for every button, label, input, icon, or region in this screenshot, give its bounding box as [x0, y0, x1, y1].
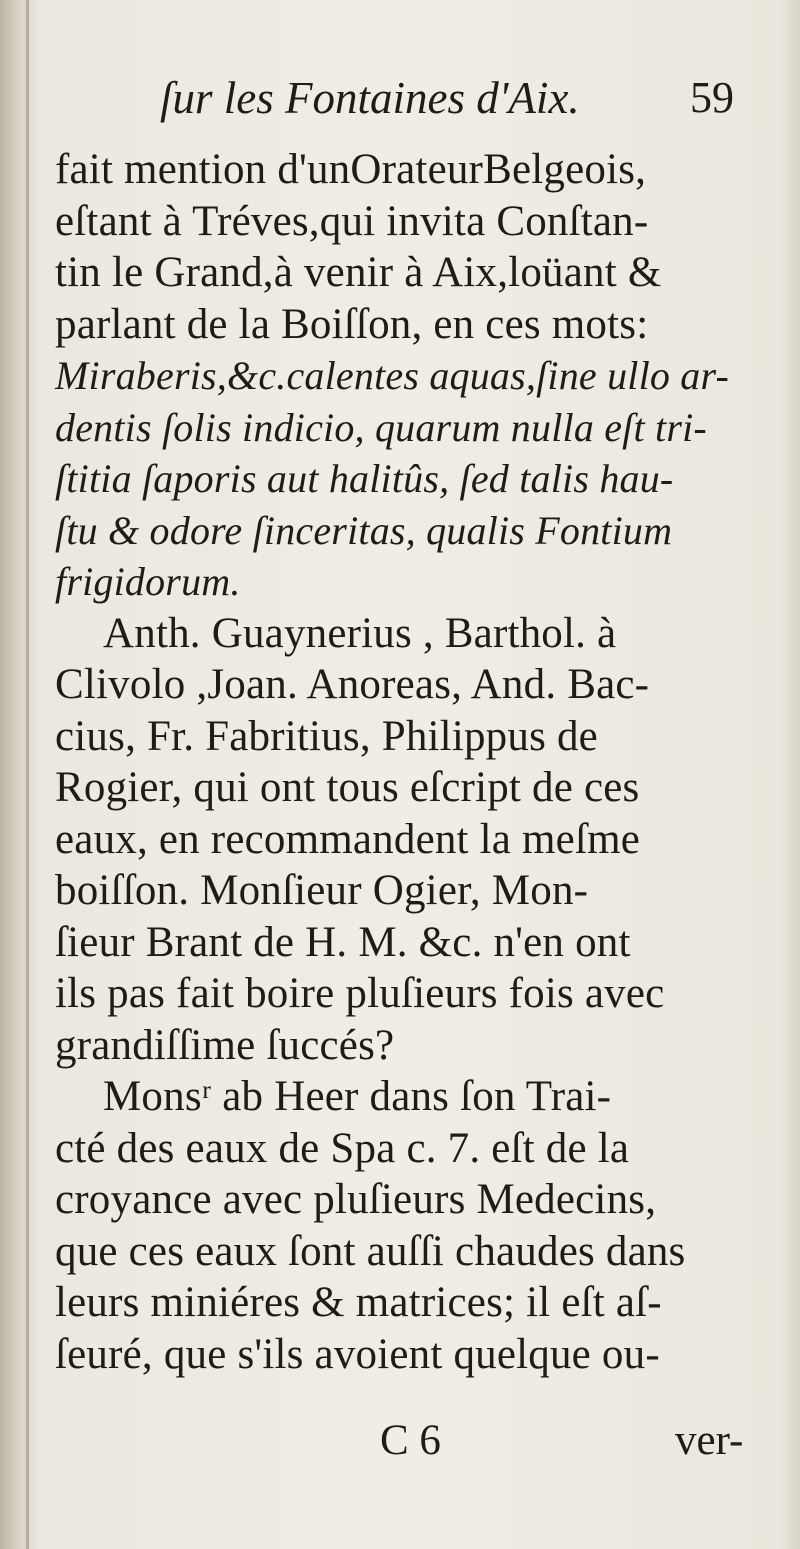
latin-quote-line: frigidorum.: [55, 559, 241, 604]
binding-gutter: [26, 0, 29, 1549]
signature-mark: C 6: [380, 1417, 441, 1464]
text-line: ils pas fait boire pluſieurs fois avec: [55, 970, 665, 1017]
text-line: eaux, en recommandent la meſme: [55, 815, 641, 863]
text-line: croyance avec pluſieurs Medecins,: [55, 1176, 657, 1223]
text-line: que ces eaux ſont auſſi chaudes dans: [55, 1227, 686, 1275]
text-line: boiſſon. Monſieur Ogier, Mon-: [55, 867, 589, 914]
text-line: Clivolo ,Joan. Anoreas, And. Bac-: [55, 661, 650, 708]
page-number: 59: [690, 73, 734, 122]
text-line: tin le Grand,à venir à Aix,loüant &: [55, 249, 662, 296]
catchword: ver-: [675, 1417, 744, 1464]
text-line: leurs miniéres & matrices; il eſt aſ-: [55, 1279, 662, 1326]
text-line: cté des eaux de Spa c. 7. eſt de la: [55, 1124, 630, 1172]
text-line: eſtant à Tréves,qui invita Conſtan-: [55, 197, 649, 245]
text-line: Monsʳ ab Heer dans ſon Trai-: [103, 1073, 612, 1120]
text-line: cius, Fr. Fabritius, Philippus de: [55, 712, 598, 760]
latin-quote-line: ſtitia ſaporis aut halitûs, ſed talis hau-: [55, 456, 674, 501]
latin-quote-line: ſtu & odore ſinceritas, qualis Fontium: [55, 507, 673, 553]
text-line: parlant de la Boiſſon, en ces mots:: [55, 300, 649, 348]
text-line: ſeuré, que s'ils avoient quelque ou-: [55, 1330, 660, 1378]
latin-quote-line: dentis ſolis indicio, quarum nulla eſt tri-: [55, 404, 707, 450]
text-line: fait mention d'unOrateurBelgeois,: [55, 146, 647, 193]
latin-quote-line: Miraberis,&c.calentes aquas,ſine ullo ar-: [55, 353, 729, 398]
text-line: Rogier, qui ont tous eſcript de ces: [55, 764, 640, 811]
text-line: Anth. Guaynerius , Barthol. à: [103, 609, 617, 657]
running-head-title: ſur les Fontaines d'Aix.: [160, 73, 580, 123]
text-line: grandiſſime ſuccés?: [55, 1021, 395, 1069]
running-head: [160, 68, 734, 128]
body-text: [55, 144, 755, 1380]
text-line: ſieur Brant de H. M. &c. n'en ont: [55, 918, 631, 966]
page-footer: [55, 1413, 755, 1469]
